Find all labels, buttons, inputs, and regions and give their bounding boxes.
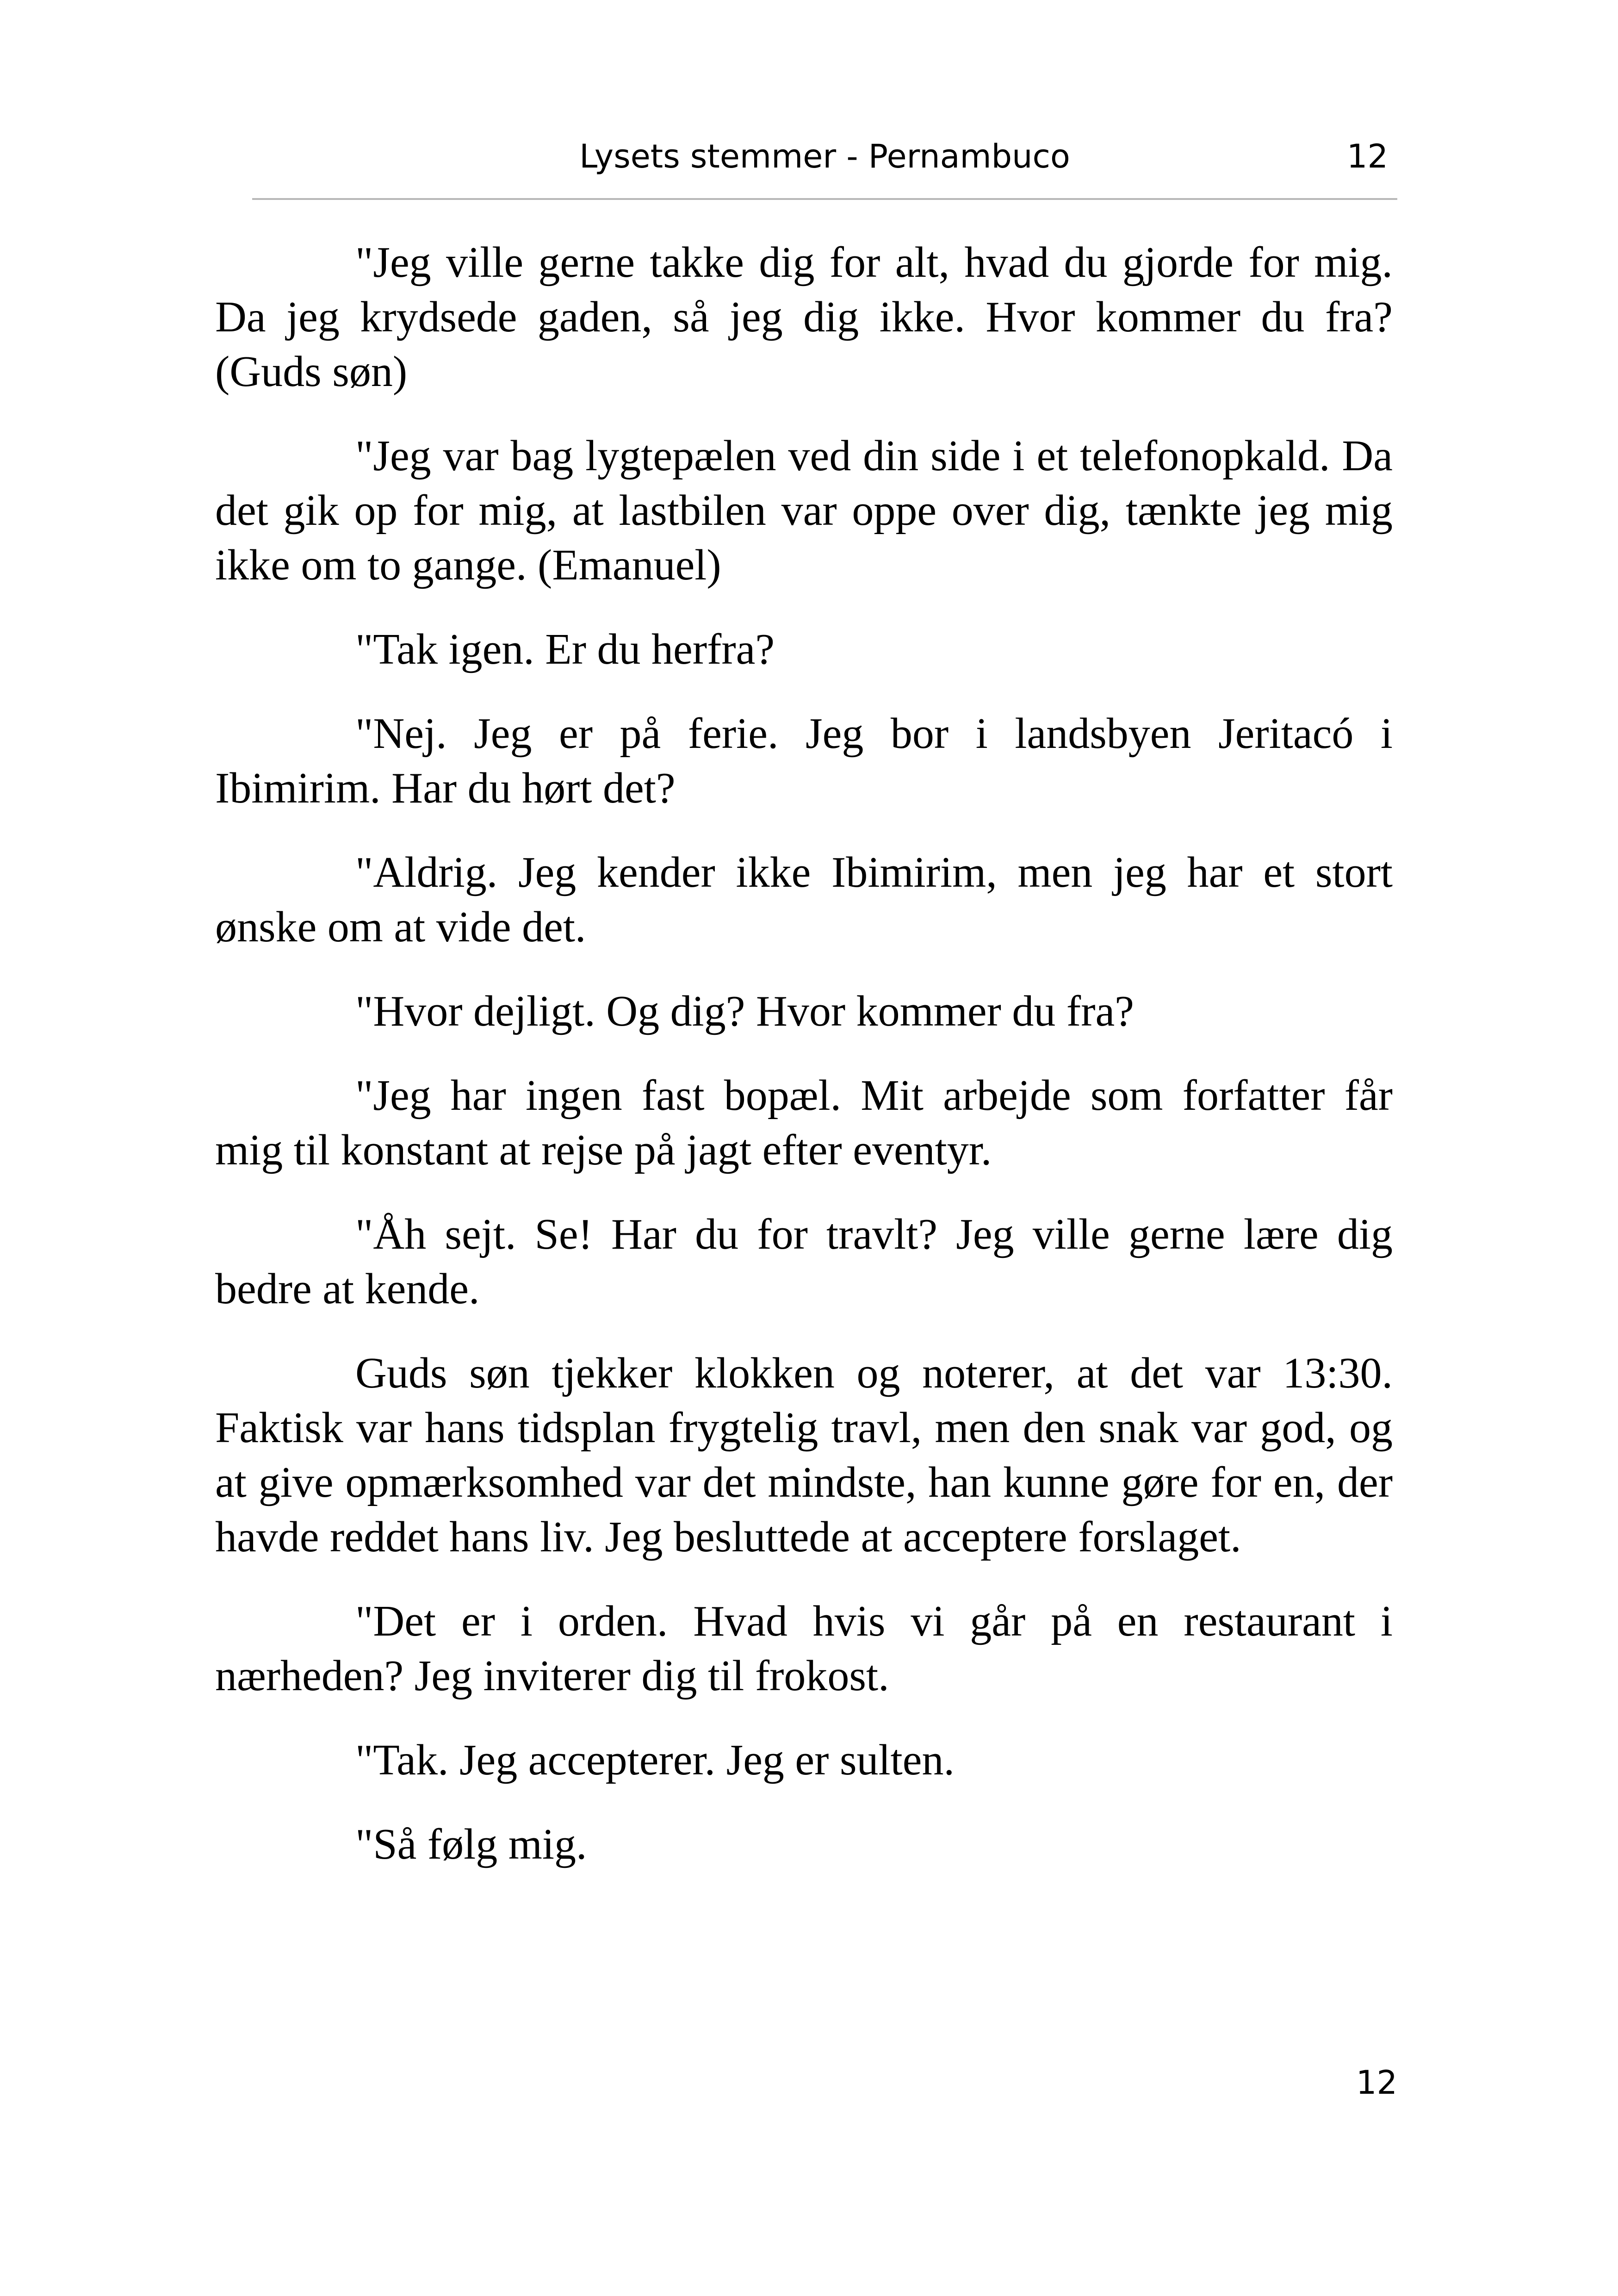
paragraph: "Aldrig. Jeg kender ikke Ibimirim, men jeg har et stort ønske om at vide det. (215, 848, 1393, 951)
paragraph: "Hvor dejligt. Og dig? Hvor kommer du fra? (355, 987, 1134, 1035)
paragraph: Guds søn tjekker klokken og noterer, at det var 13:30. Faktisk var hans tidsplan frygtelig travl, men den snak var god, og at give opmærksomhed var det mindste, han kunne gøre for en, der havde reddet hans liv. Jeg besluttede at acceptere forslaget. (215, 1349, 1393, 1561)
running-title: Lysets stemmer - Pernambuco (579, 137, 1070, 175)
paragraph: "Tak. Jeg accepterer. Jeg er sulten. (355, 1736, 955, 1784)
paragraph: "Åh sejt. Se! Har du for travlt? Jeg ville gerne lære dig bedre at kende. (215, 1210, 1393, 1313)
paragraph: "Det er i orden. Hvad hvis vi går på en restaurant i nærheden? Jeg inviterer dig til frokost. (215, 1597, 1393, 1700)
paragraph: "Jeg var bag lygtepælen ved din side i et telefonopkald. Da det gik op for mig, at lastbilen var oppe over dig, tænkte jeg mig ikke om to gange. (Emanuel) (215, 432, 1393, 589)
paragraph: "Tak igen. Er du herfra? (355, 625, 775, 673)
page-body (215, 235, 1393, 1901)
page-header (252, 129, 1397, 184)
paragraph: "Nej. Jeg er på ferie. Jeg bor i landsbyen Jeritacó i Ibimirim. Har du hørt det? (215, 709, 1393, 812)
header-divider (252, 198, 1397, 200)
header-page-number: 12 (1346, 137, 1388, 175)
paragraph: "Jeg har ingen fast bopæl. Mit arbejde som forfatter får mig til konstant at rejse på jagt efter eventyr. (215, 1071, 1393, 1174)
paragraph: "Jeg ville gerne takke dig for alt, hvad du gjorde for mig. Da jeg krydsede gaden, så jeg dig ikke. Hvor kommer du fra? (Guds søn) (215, 238, 1393, 396)
paragraph: "Så følg mig. (355, 1820, 587, 1868)
footer-page-number: 12 (1356, 2064, 1397, 2102)
